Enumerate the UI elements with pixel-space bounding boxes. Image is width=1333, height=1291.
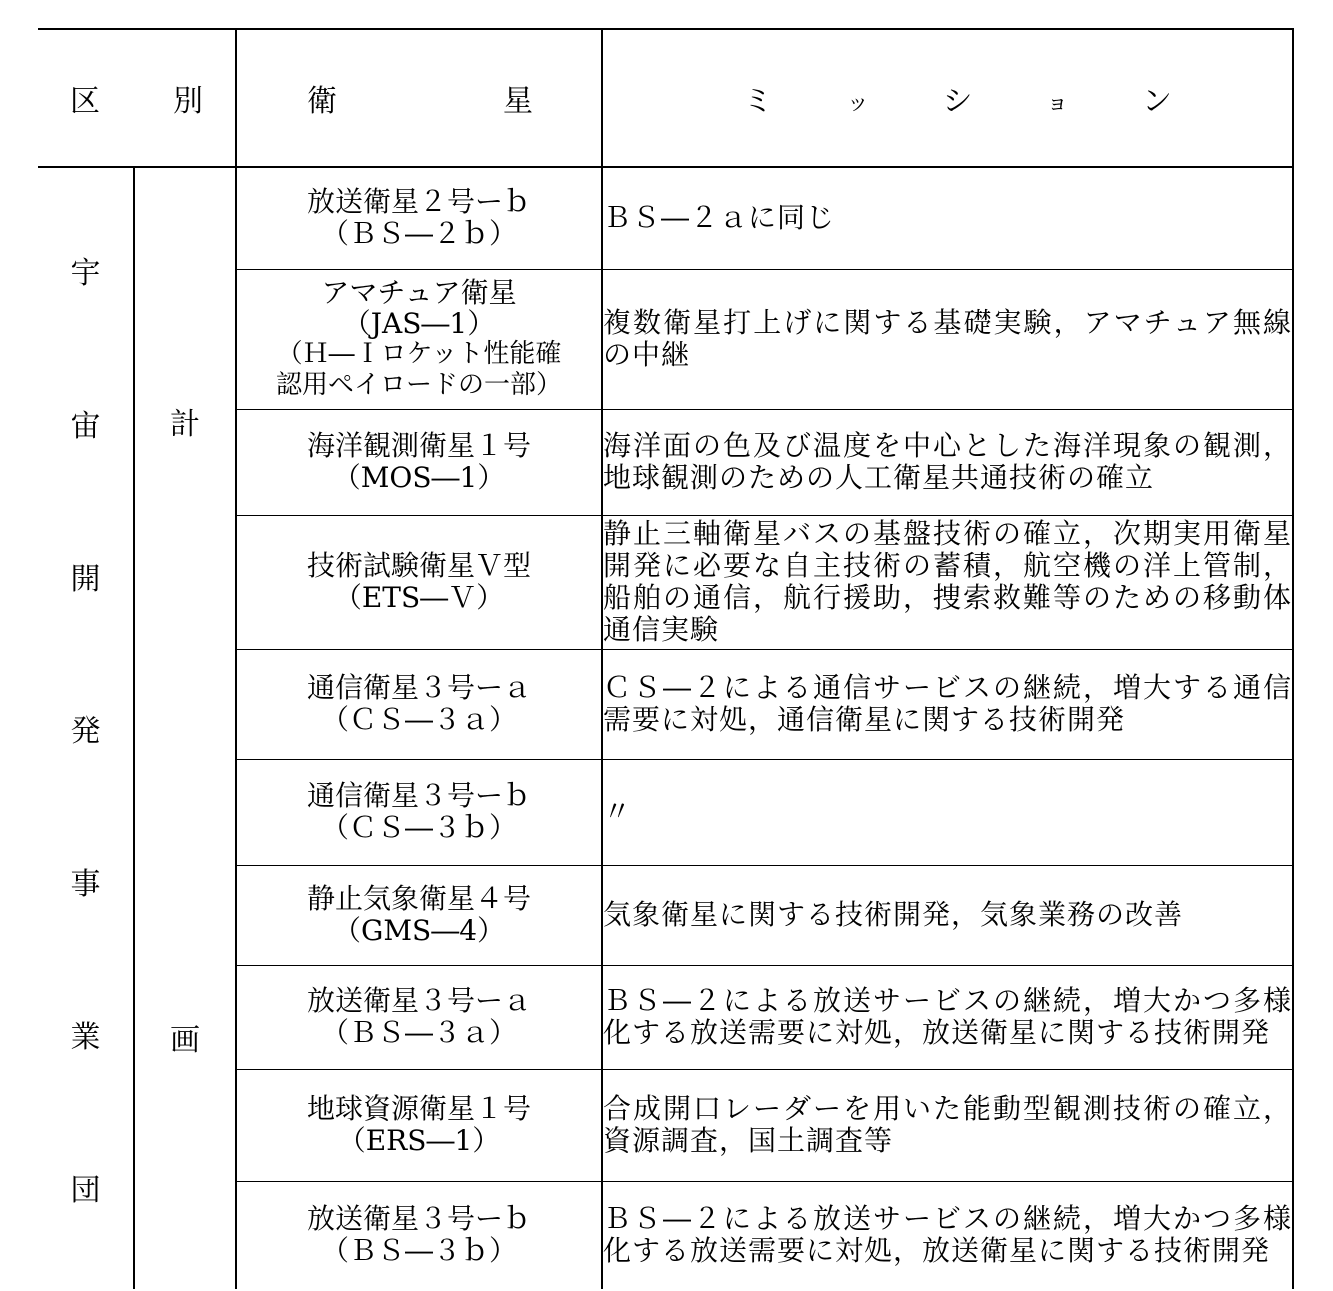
satellite-name — [236, 1181, 602, 1289]
header-mission-char: シ — [942, 84, 973, 119]
satellite-name-line: 放送衛星３号ーａ — [306, 984, 531, 1017]
header-mission-char: ョ — [1046, 91, 1069, 116]
header-division-char: 区 — [70, 84, 100, 119]
mission-text: 気象衛星に関する技術開発，気象業務の改善 — [602, 865, 1293, 965]
satellite-name-line: 通信衛星３号ーｂ — [306, 779, 531, 812]
mission-ditto-mark: 〃 — [602, 759, 1293, 865]
header-satellite-char: 星 — [503, 84, 533, 119]
satellite-name — [236, 865, 602, 965]
mission-text: ＢＳ―２による放送サービスの継続，増大かつ多様化する放送需要に対処，放送衛星に関する技術開発 — [602, 1181, 1293, 1289]
satellite-name-line: （ＢＳ―３ｂ） — [320, 1234, 517, 1268]
satellite-name-line: アマチュア衛星 — [321, 276, 517, 309]
category-char: 画 — [170, 1022, 200, 1058]
mission-text: 合成開口レーダーを用いた能動型観測技術の確立，資源調査，国土調査等 — [602, 1069, 1293, 1181]
category-char: 計 — [170, 406, 200, 442]
organization-cell — [38, 167, 134, 1289]
mission-text: ＣＳ―２による通信サービスの継続，増大する通信需要に対処，通信衛星に関する技術開発 — [602, 649, 1293, 759]
organization-char: 宇 — [70, 255, 101, 291]
satellite-name-line: （ＢＳ―２ｂ） — [320, 217, 517, 251]
satellite-name-line: （ＣＳ―３ｂ） — [320, 811, 517, 844]
satellite-name-line: （ＣＳ―３ａ） — [320, 703, 517, 736]
satellite-name-line: （GMS―4） — [332, 914, 506, 947]
satellite-name — [236, 1069, 602, 1181]
header-division — [38, 29, 236, 167]
mission-text: 静止三軸衛星バスの基盤技術の確立，次期実用衛星開発に必要な自主技術の蓄積，航空機の洋上管制，船舶の通信，航行援助，捜索救難等のための移動体通信実験 — [602, 515, 1293, 649]
organization-char: 業 — [70, 1020, 101, 1056]
satellite-mission-table — [38, 28, 1294, 1289]
satellite-name-line: 放送衛星３号ーｂ — [306, 1202, 531, 1236]
header-division-char: 別 — [173, 84, 203, 119]
satellite-name-line: （JAS―1） — [342, 307, 496, 340]
header-satellite-char: 衛 — [307, 84, 337, 119]
mission-text: 海洋面の色及び温度を中心とした海洋現象の観測，地球観測のための人工衛星共通技術の確立 — [602, 409, 1293, 515]
satellite-name — [236, 649, 602, 759]
satellite-name-line: 認用ペイロードの一部） — [275, 370, 562, 400]
satellite-name-line: （ERS―1） — [337, 1124, 501, 1157]
header-mission-char: ン — [1141, 84, 1172, 119]
organization-char: 発 — [70, 714, 101, 750]
mission-text: 複数衛星打上げに関する基礎実験，アマチュア無線の中継 — [602, 269, 1293, 409]
satellite-name-line: 通信衛星３号ーａ — [306, 671, 531, 704]
satellite-name-line: （Ｈ―Ｉロケット性能確 — [276, 339, 562, 369]
category-cell — [134, 167, 236, 1289]
satellite-name-line: 海洋観測衛星１号 — [306, 429, 531, 462]
mission-text: ＢＳ―２による放送サービスの継続，増大かつ多様化する放送需要に対処，放送衛星に関する技術開発 — [602, 965, 1293, 1069]
satellite-name — [236, 515, 602, 649]
organization-char: 宙 — [70, 408, 101, 444]
organization-char: 開 — [70, 561, 101, 597]
header-satellite — [236, 29, 602, 167]
organization-char: 団 — [70, 1172, 101, 1208]
satellite-name — [236, 167, 602, 269]
satellite-name-line: 静止気象衛星４号 — [306, 882, 531, 915]
satellite-name-line: 地球資源衛星１号 — [306, 1092, 531, 1125]
satellite-name-line: （ＢＳ―３ａ） — [320, 1016, 517, 1049]
header-mission — [602, 29, 1293, 167]
satellite-name-line: （MOS―1） — [332, 461, 506, 494]
satellite-name — [236, 759, 602, 865]
header-mission-char: ミ — [743, 84, 773, 119]
satellite-name-line: 技術試験衛星Ｖ型 — [306, 549, 531, 582]
satellite-name-line: 放送衛星２号ーｂ — [306, 185, 531, 219]
satellite-name-line: （ETS―Ｖ） — [333, 581, 505, 614]
satellite-name — [236, 409, 602, 515]
satellite-name — [236, 269, 602, 409]
satellite-name — [236, 965, 602, 1069]
header-mission-char: ッ — [846, 91, 869, 116]
mission-text: ＢＳ―２ａに同じ — [602, 167, 1293, 269]
header-row — [38, 29, 1293, 167]
table-row — [38, 167, 1293, 269]
organization-char: 事 — [70, 867, 101, 903]
